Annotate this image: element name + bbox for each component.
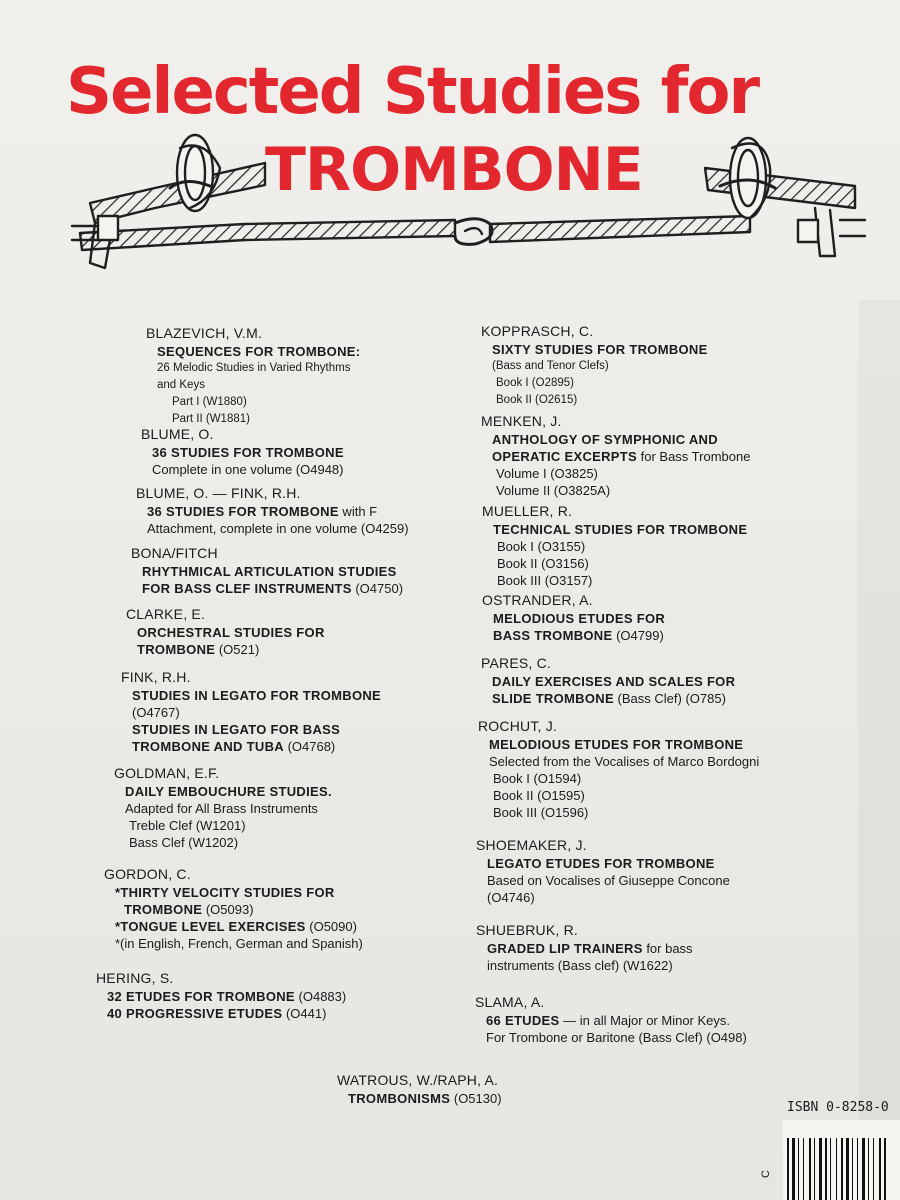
barcode-bar bbox=[798, 1138, 799, 1200]
barcode-bar bbox=[819, 1138, 822, 1200]
title-line-1: Selected Studies for bbox=[66, 55, 759, 129]
catalog-code: (O4767) bbox=[132, 705, 180, 720]
book-title: SIXTY STUDIES FOR TROMBONE bbox=[492, 342, 708, 357]
author: MENKEN, J. bbox=[481, 413, 562, 429]
catalog-code: (O4883) bbox=[294, 989, 347, 1004]
author: MUELLER, R. bbox=[482, 503, 573, 519]
barcode-bar bbox=[884, 1138, 886, 1200]
description: For Trombone or Baritone (Bass Clef) (O498) bbox=[486, 1030, 747, 1045]
edition: Bass Clef (W1202) bbox=[129, 835, 239, 850]
book-title: *THIRTY VELOCITY STUDIES FOR bbox=[115, 885, 335, 900]
title-suffix: for Bass Trombone bbox=[637, 449, 751, 464]
entry-ostrander bbox=[482, 592, 665, 644]
edition: Book II (O1595) bbox=[493, 788, 585, 803]
barcode-bar bbox=[792, 1138, 795, 1200]
book-title: 66 ETUDES bbox=[486, 1013, 560, 1028]
barcode-bar bbox=[825, 1138, 827, 1200]
edition: Part II (W1881) bbox=[172, 413, 250, 425]
edition: Part I (W1880) bbox=[172, 396, 247, 408]
author: KOPPRASCH, C. bbox=[481, 323, 594, 339]
entry-clarke bbox=[126, 606, 325, 658]
entry-pares bbox=[481, 655, 735, 707]
author: SLAMA, A. bbox=[475, 994, 545, 1010]
book-title: RHYTHMICAL ARTICULATION STUDIES bbox=[142, 564, 397, 579]
catalog-code: (O4746) bbox=[487, 890, 535, 905]
entry-bona-fitch bbox=[131, 545, 403, 597]
barcode-bar bbox=[862, 1138, 865, 1200]
edition: Treble Clef (W1201) bbox=[129, 818, 246, 833]
title-line-2: TROMBONE bbox=[265, 135, 643, 205]
catalog-code: (O4750) bbox=[351, 581, 404, 596]
barcode-bar bbox=[809, 1138, 811, 1200]
description: and Keys bbox=[157, 379, 205, 391]
book-title: ORCHESTRAL STUDIES FOR bbox=[137, 625, 325, 640]
barcode-bar bbox=[868, 1138, 869, 1200]
book-title: TROMBONE bbox=[137, 642, 216, 657]
author: CLARKE, E. bbox=[126, 606, 206, 622]
author: BLUME, O. — FINK, R.H. bbox=[136, 485, 301, 501]
barcode-bar bbox=[841, 1138, 843, 1200]
edition: Book III (O1596) bbox=[493, 805, 589, 820]
book-title: OPERATIC EXCERPTS bbox=[492, 449, 637, 464]
book-title: MELODIOUS ETUDES FOR TROMBONE bbox=[489, 737, 744, 752]
entry-gordon bbox=[104, 866, 363, 952]
barcode-bar bbox=[803, 1138, 804, 1200]
entry-blazevich bbox=[146, 325, 360, 428]
author: WATROUS, W./RAPH, A. bbox=[337, 1072, 499, 1088]
edition: Book I (O1594) bbox=[493, 771, 582, 786]
edition: Book I (O2895) bbox=[496, 377, 574, 389]
entry-hering bbox=[96, 970, 346, 1022]
book-title: LEGATO ETUDES FOR TROMBONE bbox=[487, 856, 715, 871]
title-suffix: — in all Major or Minor Keys. bbox=[559, 1013, 731, 1028]
entry-rochut bbox=[478, 718, 759, 821]
book-title: *TONGUE LEVEL EXERCISES bbox=[115, 919, 306, 934]
barcode-bar bbox=[787, 1138, 789, 1200]
book-title: 32 ETUDES FOR TROMBONE bbox=[107, 989, 295, 1004]
description: Complete in one volume (O4948) bbox=[152, 462, 344, 477]
description: (Bass and Tenor Clefs) bbox=[492, 360, 609, 372]
edition: Book I (O3155) bbox=[497, 539, 586, 554]
entry-mueller bbox=[482, 503, 747, 589]
book-title: 36 STUDIES FOR TROMBONE bbox=[147, 504, 339, 519]
edition: Volume II (O3825A) bbox=[496, 483, 611, 498]
description: Attachment, complete in one volume (O4259) bbox=[147, 521, 409, 536]
barcode-bar bbox=[814, 1138, 815, 1200]
catalog-code: (O5130) bbox=[450, 1091, 502, 1106]
trombone-illustration bbox=[60, 128, 875, 273]
entry-goldman bbox=[114, 765, 332, 851]
title-suffix: for bass bbox=[642, 941, 693, 956]
author: ROCHUT, J. bbox=[478, 718, 557, 734]
isbn-label: ISBN 0-8258-0 bbox=[787, 1100, 889, 1115]
author: BONA/FITCH bbox=[131, 545, 218, 561]
barcode-bar bbox=[857, 1138, 858, 1200]
catalog-code: (O5093) bbox=[202, 902, 254, 917]
entry-slama bbox=[475, 994, 747, 1046]
book-title: GRADED LIP TRAINERS bbox=[487, 941, 643, 956]
book-title: TROMBONISMS bbox=[348, 1091, 451, 1106]
book-title: TECHNICAL STUDIES FOR TROMBONE bbox=[493, 522, 748, 537]
entry-menken bbox=[481, 413, 750, 499]
book-title: TROMBONE AND TUBA bbox=[132, 739, 284, 754]
catalog-code: (O4799) bbox=[612, 628, 664, 643]
entry-blume bbox=[141, 426, 344, 478]
book-title: 36 STUDIES FOR TROMBONE bbox=[152, 445, 344, 460]
title-suffix: with F bbox=[338, 504, 378, 519]
description: instruments (Bass clef) (W1622) bbox=[487, 958, 673, 973]
book-title: STUDIES IN LEGATO FOR BASS bbox=[132, 722, 341, 737]
entry-watrous-raph bbox=[337, 1072, 502, 1107]
catalog-code: (O521) bbox=[215, 642, 260, 657]
author: SHUEBRUK, R. bbox=[476, 922, 578, 938]
entry-blume-fink bbox=[136, 485, 409, 537]
barcode-bar bbox=[873, 1138, 874, 1200]
book-title: ANTHOLOGY OF SYMPHONIC AND bbox=[492, 432, 718, 447]
catalog-code: (O4768) bbox=[283, 739, 336, 754]
author: GOLDMAN, E.F. bbox=[114, 765, 220, 781]
author: PARES, C. bbox=[481, 655, 552, 671]
entry-kopprasch bbox=[481, 323, 708, 409]
barcode-bar bbox=[836, 1138, 837, 1200]
barcode-bar bbox=[852, 1138, 853, 1200]
author: BLAZEVICH, V.M. bbox=[146, 325, 263, 341]
book-title: DAILY EXERCISES AND SCALES FOR bbox=[492, 674, 736, 689]
book-title: DAILY EMBOUCHURE STUDIES. bbox=[125, 784, 332, 799]
author: FINK, R.H. bbox=[121, 669, 191, 685]
book-title: BASS TROMBONE bbox=[493, 628, 613, 643]
barcode bbox=[783, 1120, 900, 1200]
book-title: MELODIOUS ETUDES FOR bbox=[493, 611, 666, 626]
author: BLUME, O. bbox=[141, 426, 214, 442]
author: HERING, S. bbox=[96, 970, 174, 986]
book-title: STUDIES IN LEGATO FOR TROMBONE bbox=[132, 688, 382, 703]
catalog-code: (Bass Clef) (O785) bbox=[613, 691, 726, 706]
description: Selected from the Vocalises of Marco Bordogni bbox=[489, 754, 760, 769]
barcode-bar bbox=[846, 1138, 849, 1200]
author: OSTRANDER, A. bbox=[482, 592, 593, 608]
description: 26 Melodic Studies in Varied Rhythms bbox=[157, 362, 351, 374]
entry-shoemaker bbox=[476, 837, 730, 906]
barcode-bar bbox=[879, 1138, 881, 1200]
page-edge-shadow bbox=[858, 300, 900, 1200]
author: GORDON, C. bbox=[104, 866, 191, 882]
book-title: SEQUENCES FOR TROMBONE: bbox=[157, 344, 361, 359]
description: Adapted for All Brass Instruments bbox=[125, 801, 318, 816]
edition: Book III (O3157) bbox=[497, 573, 593, 588]
book-title: 40 PROGRESSIVE ETUDES bbox=[107, 1006, 283, 1021]
description: Based on Vocalises of Giuseppe Concone bbox=[487, 873, 730, 888]
spine-mark: C bbox=[760, 1170, 772, 1178]
catalog-code: (O441) bbox=[282, 1006, 327, 1021]
entry-shuebruk bbox=[476, 922, 693, 974]
book-title: SLIDE TROMBONE bbox=[492, 691, 614, 706]
entry-fink bbox=[121, 669, 381, 755]
language-note: *(in English, French, German and Spanish) bbox=[115, 936, 363, 951]
edition: Book II (O3156) bbox=[497, 556, 589, 571]
edition: Volume I (O3825) bbox=[496, 466, 598, 481]
book-title: TROMBONE bbox=[124, 902, 203, 917]
author: SHOEMAKER, J. bbox=[476, 837, 587, 853]
edition: Book II (O2615) bbox=[496, 394, 578, 406]
book-title: FOR BASS CLEF INSTRUMENTS bbox=[142, 581, 352, 596]
barcode-bar bbox=[830, 1138, 831, 1200]
catalog-code: (O5090) bbox=[305, 919, 357, 934]
